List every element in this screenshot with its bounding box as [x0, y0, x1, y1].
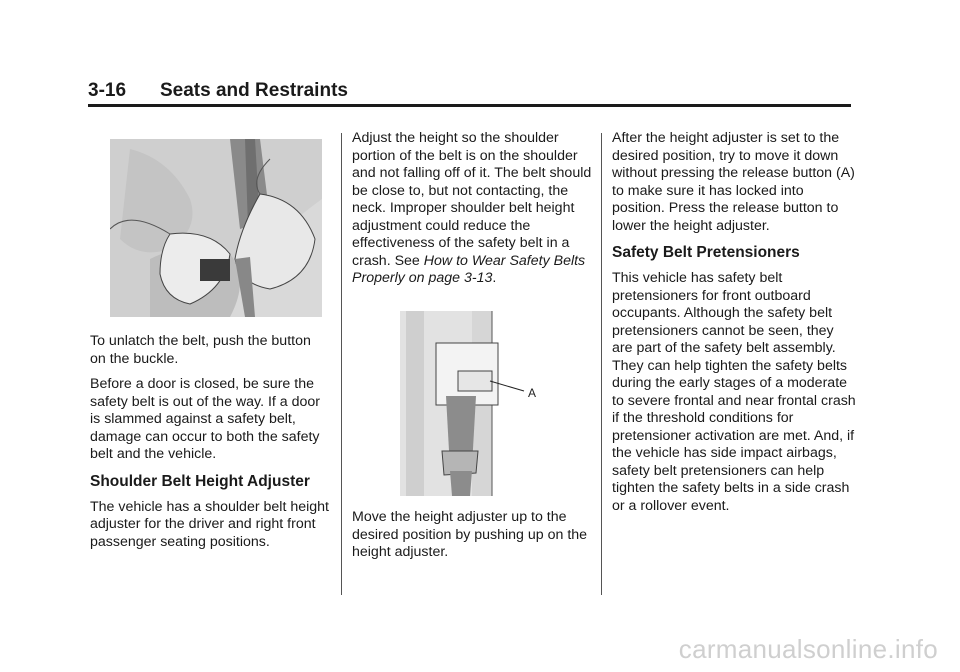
section-title: Seats and Restraints — [160, 80, 348, 101]
heading-pretensioners: Safety Belt Pretensioners — [612, 244, 800, 261]
buckle-illustration — [110, 139, 322, 317]
column-2-bottom — [352, 509, 592, 570]
caption-unlatch: To unlatch the belt, push the button on the buckle. — [90, 333, 311, 367]
figure-label-a: A — [528, 386, 537, 400]
header-rule — [88, 104, 851, 107]
paragraph-locked-position: After the height adjuster is set to the desired position, try to move it down without pressing the release button (A) to make sure it has locked into position. Press the release button to lower the height adjuster. — [612, 130, 855, 234]
paragraph-adjust-height — [352, 130, 592, 288]
column-divider-2 — [601, 133, 602, 595]
column-2-top — [352, 130, 592, 296]
column-1 — [90, 333, 330, 559]
height-adjuster-illustration — [400, 311, 550, 496]
column-3 — [612, 130, 856, 523]
paragraph-adjuster-intro: The vehicle has a shoulder belt height adjuster for the driver and right front passenger seating positions. — [90, 498, 329, 550]
paragraph-adjust-height-text: Adjust the height so the shoulder portion of the belt is on the shoulder and not falling off of it. The belt should be close to, but not contacting, the neck. Improper shoulder belt height adjustment could reduce the effectiveness of the safety belt in a crash. See — [352, 130, 592, 269]
page-number: 3-16 — [88, 80, 127, 101]
watermark: carmanualsonline.info — [678, 634, 938, 664]
paragraph-pretensioners: This vehicle has safety belt pretensioners for front outboard occupants. Although the safety belt pretensioners cannot be seen, they are part of the safety belt assembly. They can help tighten the safety belts during the early stages of a moderate to severe frontal and near frontal crash if the threshold conditions for pretensioner activation are met. And, if the vehicle has side impact airbags, safety belt pretensioners can help tighten the safety belts in a side crash or a rollover event. — [612, 270, 856, 514]
column-divider-1 — [341, 133, 342, 595]
caption-move-adjuster: Move the height adjuster up to the desired position by pushing up on the height adjuster. — [352, 509, 588, 560]
heading-shoulder-belt-adjuster: Shoulder Belt Height Adjuster — [90, 472, 310, 490]
cross-reference-link[interactable]: How to Wear Safety Belts Properly on page 3-13 — [352, 252, 586, 286]
paragraph-adjust-height-end: . — [492, 270, 497, 286]
paragraph-door: Before a door is closed, be sure the safety belt is out of the way. If a door is slammed against a safety belt, damage can occur to both the safety belt and the vehicle. — [90, 376, 321, 462]
